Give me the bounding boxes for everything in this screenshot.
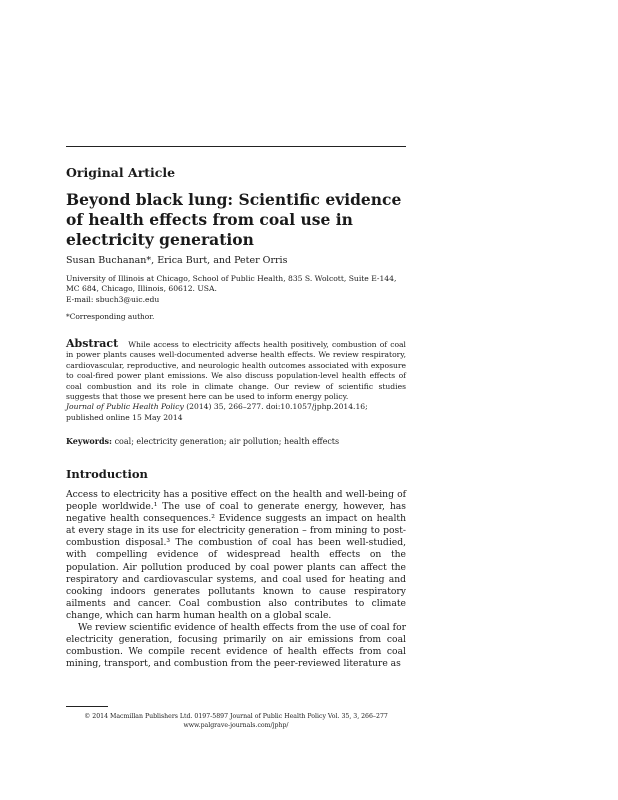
affiliation bbox=[66, 274, 406, 305]
introduction-heading: Introduction bbox=[66, 467, 148, 481]
article-type: Original Article bbox=[66, 165, 176, 180]
author-email: E-mail: sbuch3@uic.edu bbox=[66, 294, 160, 304]
introduction-paragraph-2: We review scientific evidence of health effects from the use of coal for electricity generation, focusing primarily on air emissions from coal combustion. We compile recent evidence of health effects from coal mining, transport, and combustion from the peer-reviewed literature as bbox=[66, 622, 406, 670]
citation-details: (2014) 35, 266–277. doi:10.1057/jphp.2014.16; bbox=[186, 402, 368, 412]
article-title: Beyond black lung: Scientific evidence of health effects from coal use in electricity generation bbox=[66, 190, 402, 249]
page-footer bbox=[66, 712, 406, 730]
abstract bbox=[66, 339, 406, 423]
header-rule bbox=[66, 146, 406, 147]
footer-rule bbox=[66, 706, 108, 707]
introduction-body bbox=[66, 489, 406, 670]
footer-url: www.palgrave-journals.com/jphp/ bbox=[183, 722, 289, 729]
affiliation-line-1: University of Illinois at Chicago, School of Public Health, 835 S. Wolcott, Suite E-144, bbox=[66, 274, 397, 283]
corresponding-author-note: *Corresponding author. bbox=[66, 312, 155, 321]
footer-copyright: © 2014 Macmillan Publishers Ltd. 0197-5897 Journal of Public Health Policy Vol. 35, 3, 266–277 bbox=[84, 713, 388, 720]
abstract-text: While access to electricity affects health positively, combustion of coal in power plants causes well-documented adverse health effects. We review respiratory, cardiovascular, reproductive, and neurologic health outcomes associated with exposure to coal-fired power plant emissions. We also discuss population-level health effects of coal combustion and its role in climate change. Our review of scientific studies suggests that those we present here can be used to inform energy policy. bbox=[66, 340, 406, 402]
author-list: Susan Buchanan*, Erica Burt, and Peter Orris bbox=[66, 255, 288, 266]
keywords-label: Keywords: bbox=[66, 436, 113, 446]
abstract-heading: Abstract bbox=[66, 337, 119, 350]
introduction-paragraph-1: Access to electricity has a positive effect on the health and well-being of people worldwide.¹ The use of coal to generate energy, however, has negative health consequences.² Evidence suggests an impact on health at every stage in its use for electricity generation – from mining to post-combustion disposal.³ The combustion of coal has been well-studied, with compelling evidence of widespread health effects on the population. Air pollution produced by coal power plants can affect the respiratory and cardiovascular systems, and coal used for heating and cooking indoors generates pollutants known to cause respiratory ailments and cancer. Coal combustion also contributes to climate change, which can harm human health on a global scale. bbox=[66, 489, 406, 621]
keywords-text: coal; electricity generation; air pollution; health effects bbox=[114, 437, 340, 446]
keywords bbox=[66, 436, 406, 446]
published-date: published online 15 May 2014 bbox=[66, 412, 183, 422]
affiliation-line-2: MC 684, Chicago, Illinois, 60612. USA. bbox=[66, 284, 217, 294]
citation-journal: Journal of Public Health Policy bbox=[66, 402, 184, 412]
